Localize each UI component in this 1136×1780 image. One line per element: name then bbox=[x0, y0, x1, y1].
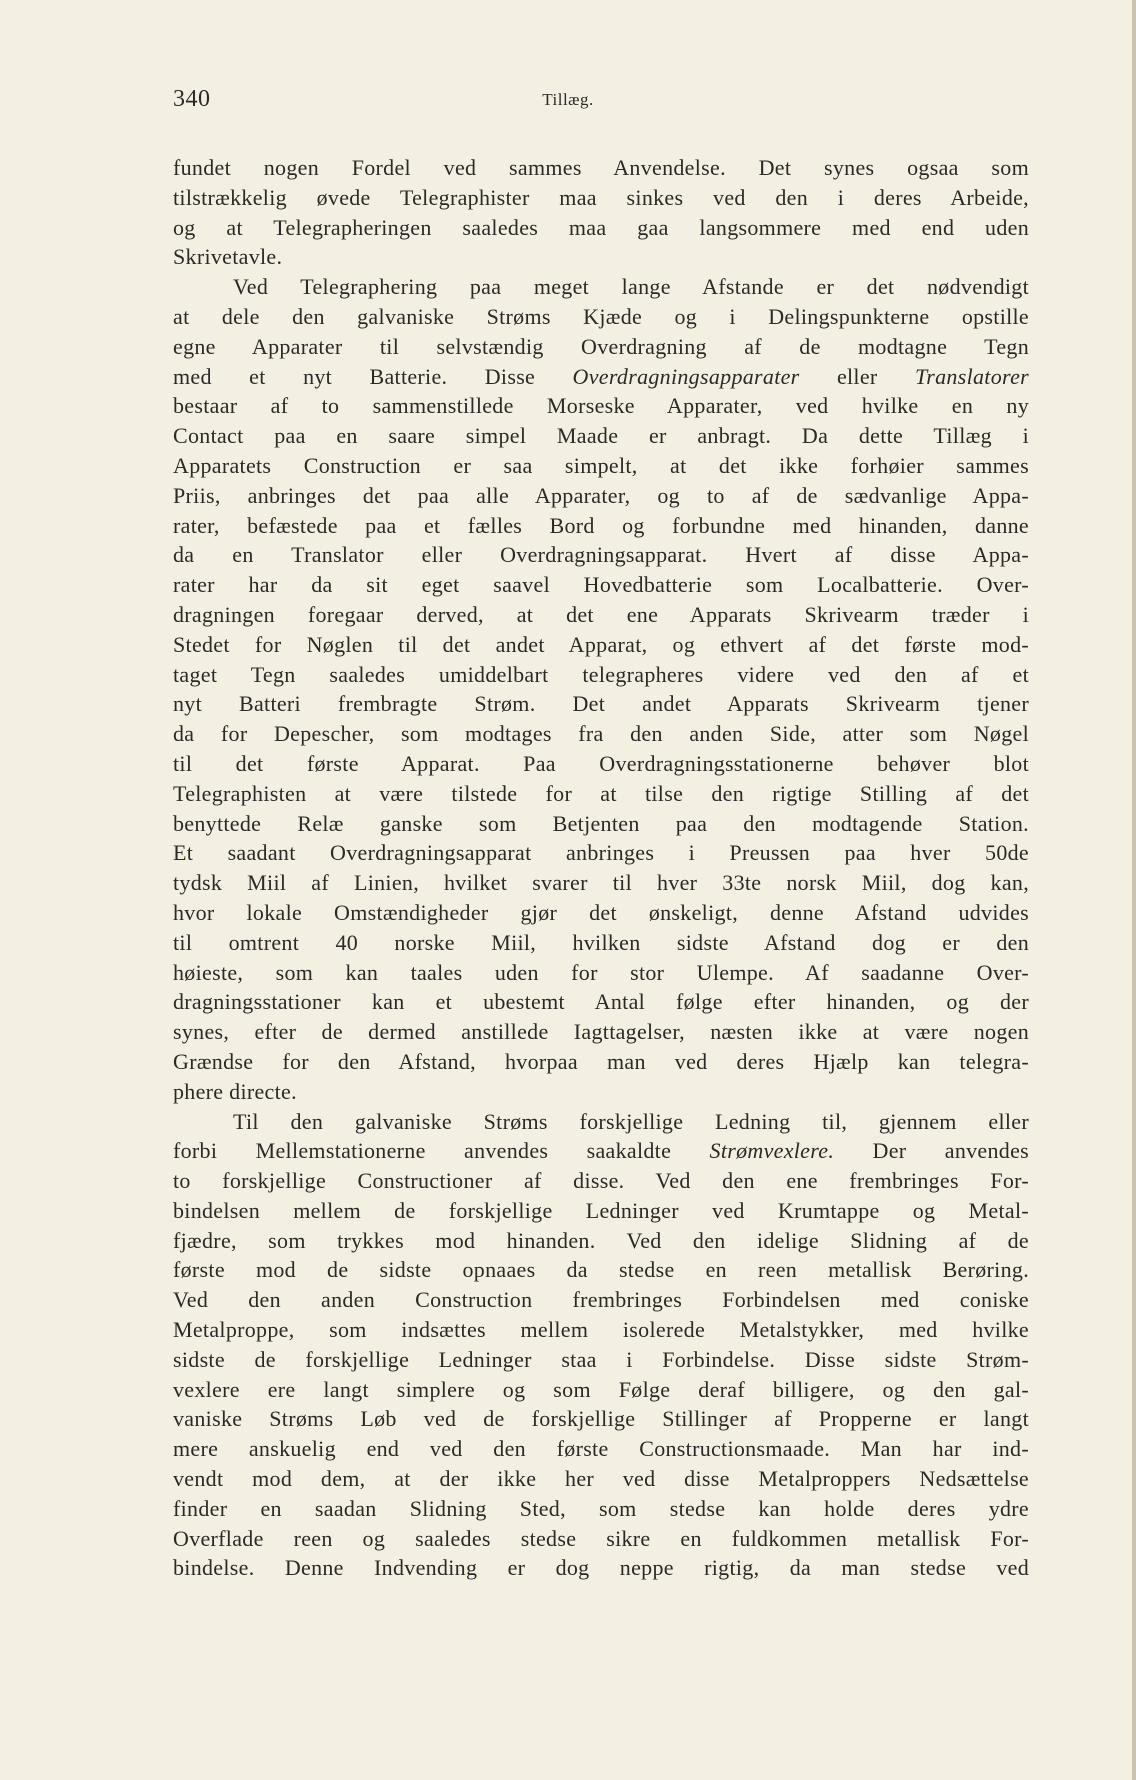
text-line: hvor lokale Omstændigheder gjør det ønskeligt, denne Afstand udvides bbox=[173, 899, 1029, 925]
text-line: dragningsstationer kan et ubestemt Antal følge efter hinanden, og der bbox=[173, 989, 1029, 1015]
italic-term: Translatorer bbox=[914, 363, 1029, 389]
text-line: dragningen foregaar derved, at det ene Apparats Skrivearm træder i bbox=[173, 601, 1029, 627]
text-line: Contact paa en saare simpel Maade er anbragt. Da dette Tillæg i bbox=[173, 423, 1029, 449]
text-line: Til den galvaniske Strøms forskjellige Ledning til, gjennem eller bbox=[233, 1108, 1029, 1134]
text-line: sidste de forskjellige Ledninger staa i Forbindelse. Disse sidste Strøm- bbox=[173, 1346, 1029, 1372]
page-edge bbox=[1132, 0, 1136, 1780]
text-line: rater, befæstede paa et fælles Bord og forbundne med hinanden, danne bbox=[173, 512, 1029, 538]
text-line: Grændse for den Afstand, hvorpaa man ved deres Hjælp kan telegra- bbox=[173, 1048, 1029, 1074]
text-line: bindelse. Denne Indvending er dog neppe rigtig, da man stedse ved bbox=[173, 1555, 1029, 1581]
page-number: 340 bbox=[173, 86, 211, 112]
text-line: til omtrent 40 norske Miil, hvilken sidste Afstand dog er den bbox=[173, 929, 1029, 955]
italic-term: Strømvexlere. bbox=[709, 1138, 835, 1164]
text-line: da en Translator eller Overdragningsapparat. Hvert af disse Appa- bbox=[173, 542, 1029, 568]
text-line: Ved Telegraphering paa meget lange Afstande er det nødvendigt bbox=[233, 274, 1029, 300]
text-line: finder en saadan Slidning Sted, som stedse kan holde deres ydre bbox=[173, 1495, 1029, 1521]
text-line: vexlere ere langt simplere og som Følge deraf billigere, og den gal- bbox=[173, 1376, 1029, 1402]
text-line: egne Apparater til selvstændig Overdragning af de modtagne Tegn bbox=[173, 333, 1029, 359]
italic-term: Overdragningsapparater bbox=[572, 363, 800, 389]
text-run: forbi Mellemstationerne anvendes saakaldte bbox=[173, 1138, 710, 1164]
text-line: tydsk Miil af Linien, hvilket svarer til hver 33te norsk Miil, dog kan, bbox=[173, 870, 1029, 896]
text-run: Der anvendes bbox=[834, 1138, 1030, 1164]
text-line: Stedet for Nøglen til det andet Apparat, og ethvert af det første mod- bbox=[173, 631, 1029, 657]
text-line: nyt Batteri frembragte Strøm. Det andet Apparats Skrivearm tjener bbox=[173, 691, 1029, 717]
text-line: Priis, anbringes det paa alle Apparater, og to af de sædvanlige Appa- bbox=[173, 482, 1029, 508]
text-line: vendt mod dem, at der ikke her ved disse Metalproppers Nedsættelse bbox=[173, 1466, 1029, 1492]
text-line bbox=[173, 1136, 1029, 1166]
text-run: eller bbox=[799, 363, 915, 389]
text-line: høieste, som kan taales uden for stor Ulempe. Af saadanne Over- bbox=[173, 959, 1029, 985]
text-line: Metalproppe, som indsættes mellem isolerede Metalstykker, med hvilke bbox=[173, 1317, 1029, 1343]
text-line: da for Depescher, som modtages fra den anden Side, atter som Nøgel bbox=[173, 721, 1029, 747]
text-line: phere directe. bbox=[173, 1078, 297, 1104]
text-line: til det første Apparat. Paa Overdragningsstationerne behøver blot bbox=[173, 750, 1029, 776]
text-line: og at Telegrapheringen saaledes maa gaa langsommere med end uden bbox=[173, 214, 1029, 240]
text-line: Ved den anden Construction frembringes Forbindelsen med coniske bbox=[173, 1287, 1029, 1313]
body-text bbox=[173, 153, 1029, 1583]
text-line: mere anskuelig end ved den første Constructionsmaade. Man har ind- bbox=[173, 1436, 1029, 1462]
text-line: vaniske Strøms Løb ved de forskjellige Stillinger af Propperne er langt bbox=[173, 1406, 1029, 1432]
text-line: Overflade reen og saaledes stedse sikre en fuldkommen metallisk For- bbox=[173, 1525, 1029, 1551]
running-head: Tillæg. bbox=[542, 90, 594, 109]
text-line: taget Tegn saaledes umiddelbart telegrapheres videre ved den af et bbox=[173, 661, 1029, 687]
text-line: tilstrækkelig øvede Telegraphister maa sinkes ved den i deres Arbeide, bbox=[173, 184, 1029, 210]
text-line: fundet nogen Fordel ved sammes Anvendelse. Det synes ogsaa som bbox=[173, 155, 1029, 180]
text-run: med et nyt Batterie. Disse bbox=[173, 363, 573, 389]
text-line: bestaar af to sammenstillede Morseske Apparater, ved hvilke en ny bbox=[173, 393, 1029, 419]
text-line bbox=[173, 362, 1029, 392]
text-line: Skrivetavle. bbox=[173, 244, 283, 270]
text-line: bindelsen mellem de forskjellige Ledninger ved Krumtappe og Metal- bbox=[173, 1197, 1029, 1223]
text-line: Telegraphisten at være tilstede for at tilse den rigtige Stilling af det bbox=[173, 780, 1029, 806]
text-line: fjædre, som trykkes mod hinanden. Ved den idelige Slidning af de bbox=[173, 1227, 1029, 1253]
text-line: Apparatets Construction er saa simpelt, at det ikke forhøier sammes bbox=[173, 452, 1029, 478]
text-line: rater har da sit eget saavel Hovedbatterie som Localbatterie. Over- bbox=[173, 572, 1029, 598]
text-line: første mod de sidste opnaaes da stedse en reen metallisk Berøring. bbox=[173, 1257, 1029, 1283]
text-line: benyttede Relæ ganske som Betjenten paa den modtagende Station. bbox=[173, 810, 1029, 836]
text-line: at dele den galvaniske Strøms Kjæde og i Delingspunkterne opstille bbox=[173, 303, 1029, 329]
text-line: to forskjellige Constructioner af disse. Ved den ene frembringes For- bbox=[173, 1168, 1029, 1194]
text-line: Et saadant Overdragningsapparat anbringes i Preussen paa hver 50de bbox=[173, 840, 1029, 866]
text-line: synes, efter de dermed anstillede Iagttagelser, næsten ikke at være nogen bbox=[173, 1019, 1029, 1045]
